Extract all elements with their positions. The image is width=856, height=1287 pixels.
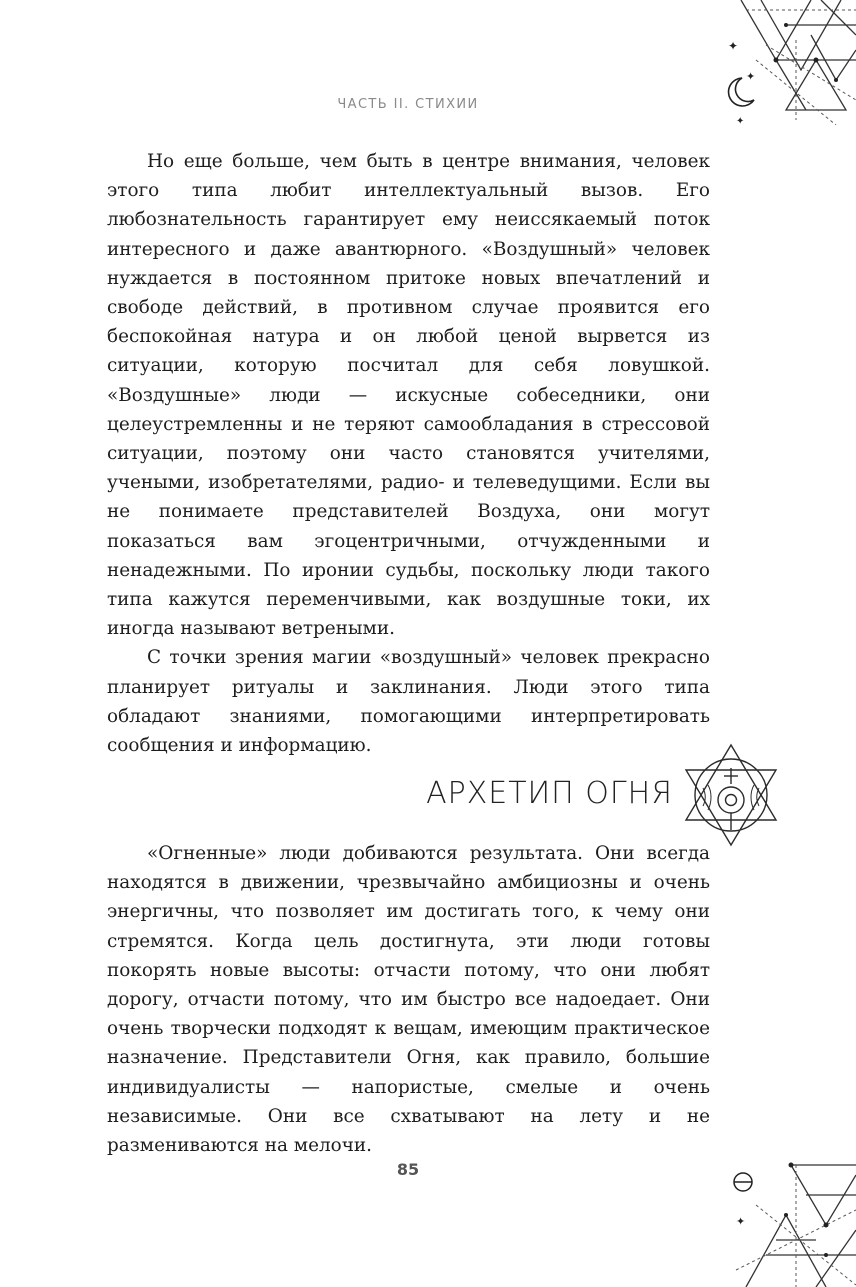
running-head: ЧАСТЬ II. СТИХИИ xyxy=(337,97,479,112)
section-heading: АРХЕТИП ОГНЯ xyxy=(426,776,673,811)
geometric-ornament-icon xyxy=(716,1155,856,1287)
svg-text:✦: ✦ xyxy=(728,39,739,53)
body-text-fire xyxy=(107,839,710,1160)
geometric-ornament-icon xyxy=(716,0,856,125)
body-text-air xyxy=(107,147,710,760)
page-number: 85 xyxy=(396,1160,420,1179)
paragraph: Но еще больше, чем быть в центре внимания, человек этого типа любит интеллектуальный вызов. Его любознательность гарантирует ему неиссякаемый поток интересного и даже авантюрного. «Воздушный» человек нуждается в постоянном притоке новых впечатлений и свободе действий, в противном случае проявится его беспокойная натура и он любой ценой вырвется из ситуации, которую посчитал для себя ловушкой. «Воздушные» люди — искусные собеседники, они целеустремленны и не теряют самообладания в стрессовой ситуации, поэтому они часто становятся учителями, учеными, изобретателями, радио- и телеведущими. Если вы не понимаете представителей Воздуха, они могут показаться вам эгоцентричными, отчужденными и ненадежными. По иронии судьбы, поскольку люди такого типа кажутся переменчивыми, как воздушные токи, их иногда называют ветреными. xyxy=(107,151,710,640)
svg-text:✦: ✦ xyxy=(736,116,745,125)
fire-sigil-icon xyxy=(678,740,784,850)
paragraph: С точки зрения магии «воздушный» человек прекрасно планирует ритуалы и заклинания. Люди этого типа обладают знаниями, помогающими интерпретировать сообщения и информацию. xyxy=(107,647,710,757)
svg-text:✦: ✦ xyxy=(736,1215,746,1228)
svg-text:✦: ✦ xyxy=(746,70,756,83)
paragraph: «Огненные» люди добиваются результата. Они всегда находятся в движении, чрезвычайно амбициозны и очень энергичны, что позволяет им достигать того, к чему они стремятся. Когда цель достигнута, эти люди готовы покорять новые высоты: отчасти потому, что они любят дорогу, отчасти потому, что им быстро все надоедает. Они очень творчески подходят к вещам, имеющим практическое назначение. Представители Огня, как правило, большие индивидуалисты — напористые, смелые и очень независимые. Они все схватывают на лету и не размениваются на мелочи. xyxy=(107,843,710,1157)
